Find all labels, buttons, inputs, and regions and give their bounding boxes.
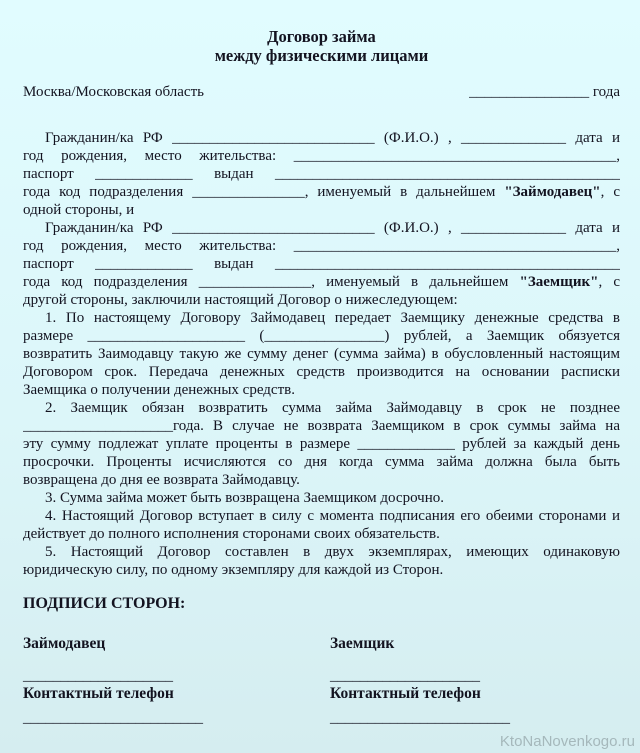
- party1-line-1: Гражданин/ка РФ ___________________________ (Ф.И.О.) , ______________ дата и: [45, 130, 620, 146]
- date-blank: ________________ года: [469, 84, 620, 100]
- party1-role-term: "Займодавец": [504, 184, 601, 200]
- lender-signature-column: [23, 635, 330, 727]
- clause1-line-2: размере _____________________ (________________) рублей, а Заемщик обязуется: [23, 328, 620, 344]
- borrower-phone-line: ________________________: [330, 710, 510, 726]
- party1-line-4-pre: года код подразделения _______________, именуемый в дальнейшем: [23, 184, 505, 200]
- clause4-line-2: действует до полного исполнения сторонами своих обязательств.: [23, 526, 440, 542]
- title-line-2: между физическими лицами: [214, 46, 429, 65]
- clause1-line-4: Договором срок. Передача денежных средств производится на основании расписки: [23, 364, 620, 380]
- clause2-line-2: ____________________года. В случае не возврата Заемщиком в срок суммы займа на: [23, 418, 620, 434]
- contract-body: [23, 129, 620, 579]
- signatures-block: [23, 635, 620, 727]
- title-line-1: Договор займа: [267, 27, 376, 46]
- clause5-line-1: 5. Настоящий Договор составлен в двух экземплярах, имеющих одинаковую: [45, 544, 620, 560]
- borrower-signature-column: [330, 635, 620, 727]
- party1-line-4: [23, 183, 620, 201]
- clause5-line-2: юридическую силу, по одному экземпляру для каждой из Сторон.: [23, 562, 444, 578]
- lender-phone-line: ________________________: [23, 710, 203, 726]
- party2-role-term: "Заемщик": [519, 274, 599, 290]
- clause1-line-3: возвратить Заимодавцу такую же сумму денег (сумма займа) в обусловленный настоящим: [23, 346, 620, 362]
- party2-line-2: год рождения, место жительства: ___________________________________________,: [23, 238, 620, 254]
- party2-line-5: другой стороны, заключили настоящий Договор о нижеследующем:: [23, 292, 458, 308]
- site-watermark: KtoNaNovenkogo.ru: [499, 733, 635, 750]
- borrower-phone-label: Контактный телефон: [330, 685, 481, 702]
- party2-line-1: Гражданин/ка РФ ___________________________ (Ф.И.О.) , ______________ дата и: [45, 220, 620, 236]
- clause2-line-1: 2. Заемщик обязан возвратить сумма займа Займодавцу в срок не позднее: [45, 400, 620, 416]
- party2-line-4-post: , с: [598, 274, 620, 290]
- place-and-date-row: [23, 83, 620, 101]
- lender-phone-label: Контактный телефон: [23, 685, 174, 702]
- clause4-line-1: 4. Настоящий Договор вступает в силу с момента подписания его обеими сторонами и: [45, 508, 620, 524]
- clause1-line-5: Заемщика о получении денежных средств.: [23, 382, 295, 398]
- clause2-line-3: эту сумму подлежат уплате проценты в размере _____________ рублей за каждый день: [23, 436, 620, 452]
- lender-signature-line: ____________________: [23, 668, 173, 684]
- place-label: Москва/Московская область: [23, 84, 204, 100]
- party1-line-3: паспорт _____________ выдан ______________________________________________: [23, 166, 620, 182]
- clause1-line-1: 1. По настоящему Договору Займодавец передает Заемщику денежные средства в: [45, 310, 620, 326]
- party2-line-4-pre: года код подразделения _______________, именуемый в дальнейшем: [23, 274, 520, 290]
- clause2-line-5: возвращена до дня ее возврата Займодавцу.: [23, 472, 300, 488]
- party1-line-2: год рождения, место жительства: ___________________________________________,: [23, 148, 620, 164]
- borrower-signature-line: ____________________: [330, 668, 480, 684]
- clause3-line-1: 3. Сумма займа может быть возвращена Заемщиком досрочно.: [45, 490, 445, 506]
- lender-role-label: Займодавец: [23, 635, 106, 652]
- party2-line-4: [23, 273, 620, 291]
- party1-line-4-post: , с: [600, 184, 620, 200]
- signatures-heading: ПОДПИСИ СТОРОН:: [23, 595, 186, 612]
- party1-line-5: одной стороны, и: [23, 202, 135, 218]
- document-title: [23, 27, 620, 65]
- party2-line-3: паспорт _____________ выдан ______________________________________________: [23, 256, 620, 272]
- clause2-line-4: просрочки. Проценты исчисляются со дня когда сумма займа должна была быть: [23, 454, 620, 470]
- borrower-role-label: Заемщик: [330, 635, 395, 652]
